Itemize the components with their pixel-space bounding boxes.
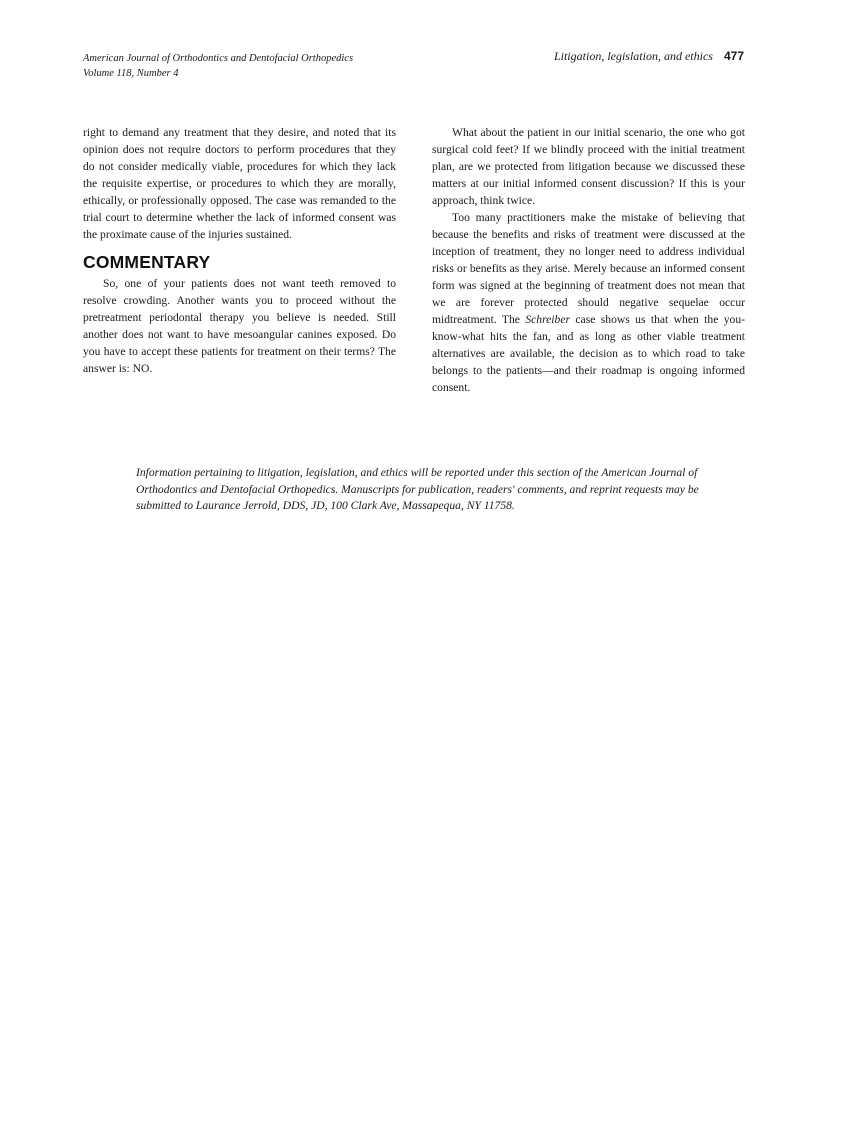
left-column <box>83 124 396 377</box>
journal-volume: Volume 118, Number 4 <box>83 68 179 79</box>
section-heading-commentary: COMMENTARY <box>83 252 211 272</box>
right-paragraph-2-text-a: Too many practitioners make the mistake of believing that because the benefits and risks of treatment were discussed at the inception of treatment, they no longer need to address individual risks or benefits as they arise. Merely because an informed consent form was signed at the beginning of treatment does not mean that we are forever protected should negative sequelae occur midtreatment. The <box>432 211 745 326</box>
right-paragraph-1: What about the patient in our initial scenario, the one who got surgical cold feet? If we blindly proceed with the initial treatment plan, are we protected from litigation because we discussed these matters at our initial informed consent discussion? If this is your approach, think twice. <box>432 126 745 207</box>
left-paragraph-2: So, one of your patients does not want teeth removed to resolve crowding. Another wants you to proceed without the pretreatment periodontal therapy you believe is needed. Still another does not want to have mesoangular canines exposed. Do you have to accept these patients for treatment on their terms? The answer is: NO. <box>83 277 396 375</box>
case-name: Schreiber <box>525 313 570 326</box>
left-paragraph-1: right to demand any treatment that they desire, and noted that its opinion does not require doctors to perform procedures that they do not consider medically viable, procedures for which they lack the requisite expertise, or procedures to which they are morally, ethically, or professionally opposed. The case was remanded to the trial court to determine whether the lack of informed consent was the proximate cause of the injuries sustained. <box>83 126 396 241</box>
page-number: 477 <box>723 49 744 63</box>
right-paragraph-2 <box>432 209 745 396</box>
right-paragraph-2-text-b: case shows us that when the you-know-what hits the fan, and as long as other viable treatment alternatives are available, the decision as to which road to take belongs to the patients—and their roadmap is ongoing informed consent. <box>432 313 745 394</box>
running-header-right <box>554 49 744 64</box>
running-header-left <box>83 51 353 81</box>
journal-name: American Journal of Orthodontics and Dentofacial Orthopedics <box>83 53 354 64</box>
right-column <box>432 124 745 396</box>
section-footnote: Information pertaining to litigation, legislation, and ethics will be reported under this section of the American Journal of Orthodontics and Dentofacial Orthopedics. Manuscripts for publication, readers' comments, and reprint requests may be submitted to Laurance Jerrold, DDS, JD, 100 Clark Ave, Massapequa, NY 11758. <box>136 466 699 512</box>
running-title: Litigation, legislation, and ethics <box>553 49 713 63</box>
